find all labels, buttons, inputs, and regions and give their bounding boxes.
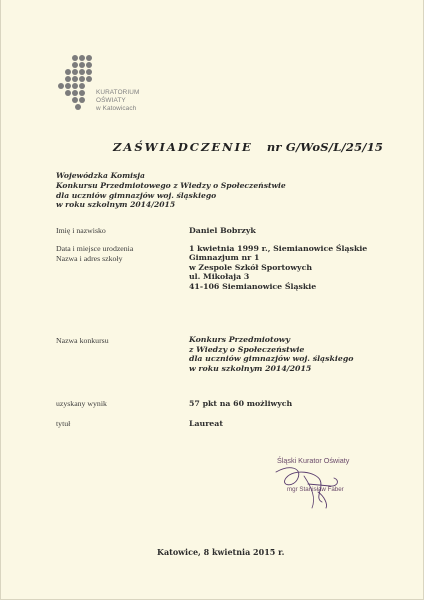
school-line: w Zespole Szkół Sportowych (189, 262, 312, 272)
title-value: Laureat (189, 419, 223, 428)
birth-label: Data i miejsce urodzenia (56, 244, 134, 253)
school-line: Gimnazjum nr 1 (189, 253, 260, 262)
logo-line-1: KURATORIUM (96, 89, 140, 96)
organiser-block (56, 171, 286, 210)
contest-line: z Wiedzy o Społeczeństwie (189, 344, 305, 354)
stamp-office: Śląski Kurator Oświaty (277, 456, 350, 465)
logo-line-3: w Katowicach (96, 104, 137, 112)
page-edge-left (0, 0, 1, 600)
birth-value: 1 kwietnia 1999 r., Siemianowice Śląskie (189, 244, 368, 253)
certificate-number: nr G/WoS/L/25/15 (266, 140, 384, 154)
contest-label: Nazwa konkursu (56, 336, 109, 345)
certificate-title: ZAŚWIADCZENIE (113, 140, 253, 154)
name-label: Imię i nazwisko (56, 226, 106, 235)
school-line: 41-106 Siemianowice Śląskie (189, 281, 317, 291)
contest-line: Konkurs Przedmiotowy (189, 335, 291, 344)
place-and-date: Katowice, 8 kwietnia 2015 r. (157, 547, 285, 557)
organiser-line: dla uczniów gimnazjów woj. śląskiego (56, 190, 217, 200)
stamp-name: mgr Stanisław Faber (287, 486, 344, 493)
organiser-line: Wojewódzka Komisja (56, 171, 145, 180)
certificate-heading (113, 140, 383, 154)
logo-wordmark (96, 89, 139, 112)
contest-line: w roku szkolnym 2014/2015 (189, 363, 312, 373)
result-label: uzyskany wynik (56, 399, 107, 408)
title-label: tytuł (56, 419, 71, 428)
school-address (189, 253, 316, 291)
organiser-line: Konkursu Przedmiotowego z Wiedzy o Społeczeństwie (56, 180, 286, 190)
handwritten-signature (268, 458, 358, 510)
contest-name (189, 335, 353, 373)
logo-line-2: OŚWIATY (96, 96, 126, 104)
school-label: Nazwa i adres szkoły (56, 254, 123, 263)
result-value: 57 pkt na 60 możliwych (189, 399, 293, 408)
contest-line: dla uczniów gimnazjów woj. śląskiego (189, 354, 354, 364)
school-line: ul. Mikołaja 3 (189, 272, 250, 282)
name-value: Daniel Bobrzyk (189, 226, 256, 235)
organiser-line: w roku szkolnym 2014/2015 (56, 200, 176, 210)
